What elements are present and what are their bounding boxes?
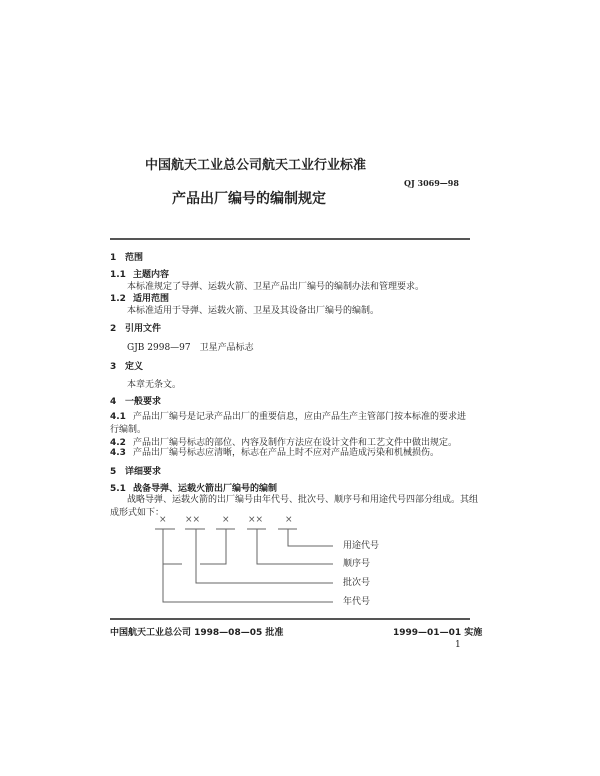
section-text: 本标准适用于导弹、运载火箭、卫星及其设备出厂编号的编制。: [127, 306, 380, 316]
year-code-label: 年代号: [343, 597, 371, 607]
section-number: 1.2: [110, 294, 126, 304]
section-number: 4.2: [110, 438, 126, 448]
section-text: 产品出厂编号标志的部位、内容及制作方法应在设计文件和工艺文件中做出规定。: [133, 438, 458, 448]
section-text: 产品出厂编号是记录产品出厂的重要信息，应由产品生产主管部门按本标准的要求进: [133, 412, 467, 422]
section-heading: 引用文件: [125, 324, 162, 334]
section-number: 4: [110, 397, 117, 407]
section-text: 战略导弹、运载火箭的出厂编号由年代号、批次号、顺序号和用途代号四部分组成。其组: [127, 495, 479, 505]
page-number: 1: [455, 640, 461, 650]
org-title: 中国航天工业总公司航天工业行业标准: [145, 158, 367, 173]
section-text: 成形式如下：: [110, 508, 165, 518]
standard-code: QJ 3069—98: [404, 178, 459, 188]
section-number: 5.1: [110, 484, 126, 494]
section-heading: 定义: [125, 362, 144, 372]
section-number: 3: [110, 362, 117, 372]
section-number: 4.3: [110, 448, 126, 458]
section-number: 1.1: [110, 270, 126, 280]
section-heading: 详细要求: [125, 467, 162, 477]
section-text: 本章无条文。: [127, 380, 182, 390]
sequence-code-mark: ×: [222, 515, 230, 525]
section-text: 行编制。: [110, 425, 147, 435]
reference-document: GJB 2998—97 卫星产品标志: [127, 343, 254, 353]
section-heading: 范围: [125, 253, 144, 263]
section-text: 本标准规定了导弹、运载火箭、卫星产品出厂编号的编制办法和管理要求。: [127, 282, 425, 292]
batch-code-mark: ××: [185, 515, 201, 525]
section-heading: 一般要求: [125, 397, 162, 407]
year-code-mark: ×: [159, 515, 167, 525]
section-heading: 适用范围: [133, 294, 170, 304]
sequence-number-label: 顺序号: [343, 559, 371, 569]
doc-title: 产品出厂编号的编制规定: [172, 191, 326, 207]
sequence-code-mark: ××: [248, 515, 264, 525]
footer-rule: [110, 618, 470, 620]
section-number: 2: [110, 324, 117, 334]
approval-date: 中国航天工业总公司 1998—08—05 批准: [110, 628, 284, 638]
section-number: 1: [110, 253, 117, 263]
section-text: 产品出厂编号标志应清晰，标志在产品上时不应对产品造成污染和机械损伤。: [133, 448, 440, 458]
purpose-code-mark: ×: [285, 515, 293, 525]
effective-date: 1999—01—01 实施: [393, 628, 483, 638]
section-number: 5: [110, 467, 117, 477]
section-number: 4.1: [110, 412, 126, 422]
purpose-code-label: 用途代号: [343, 541, 380, 551]
batch-number-label: 批次号: [343, 578, 371, 588]
section-heading: 战备导弹、运载火箭出厂编号的编制: [133, 484, 278, 494]
section-heading: 主题内容: [133, 270, 170, 280]
